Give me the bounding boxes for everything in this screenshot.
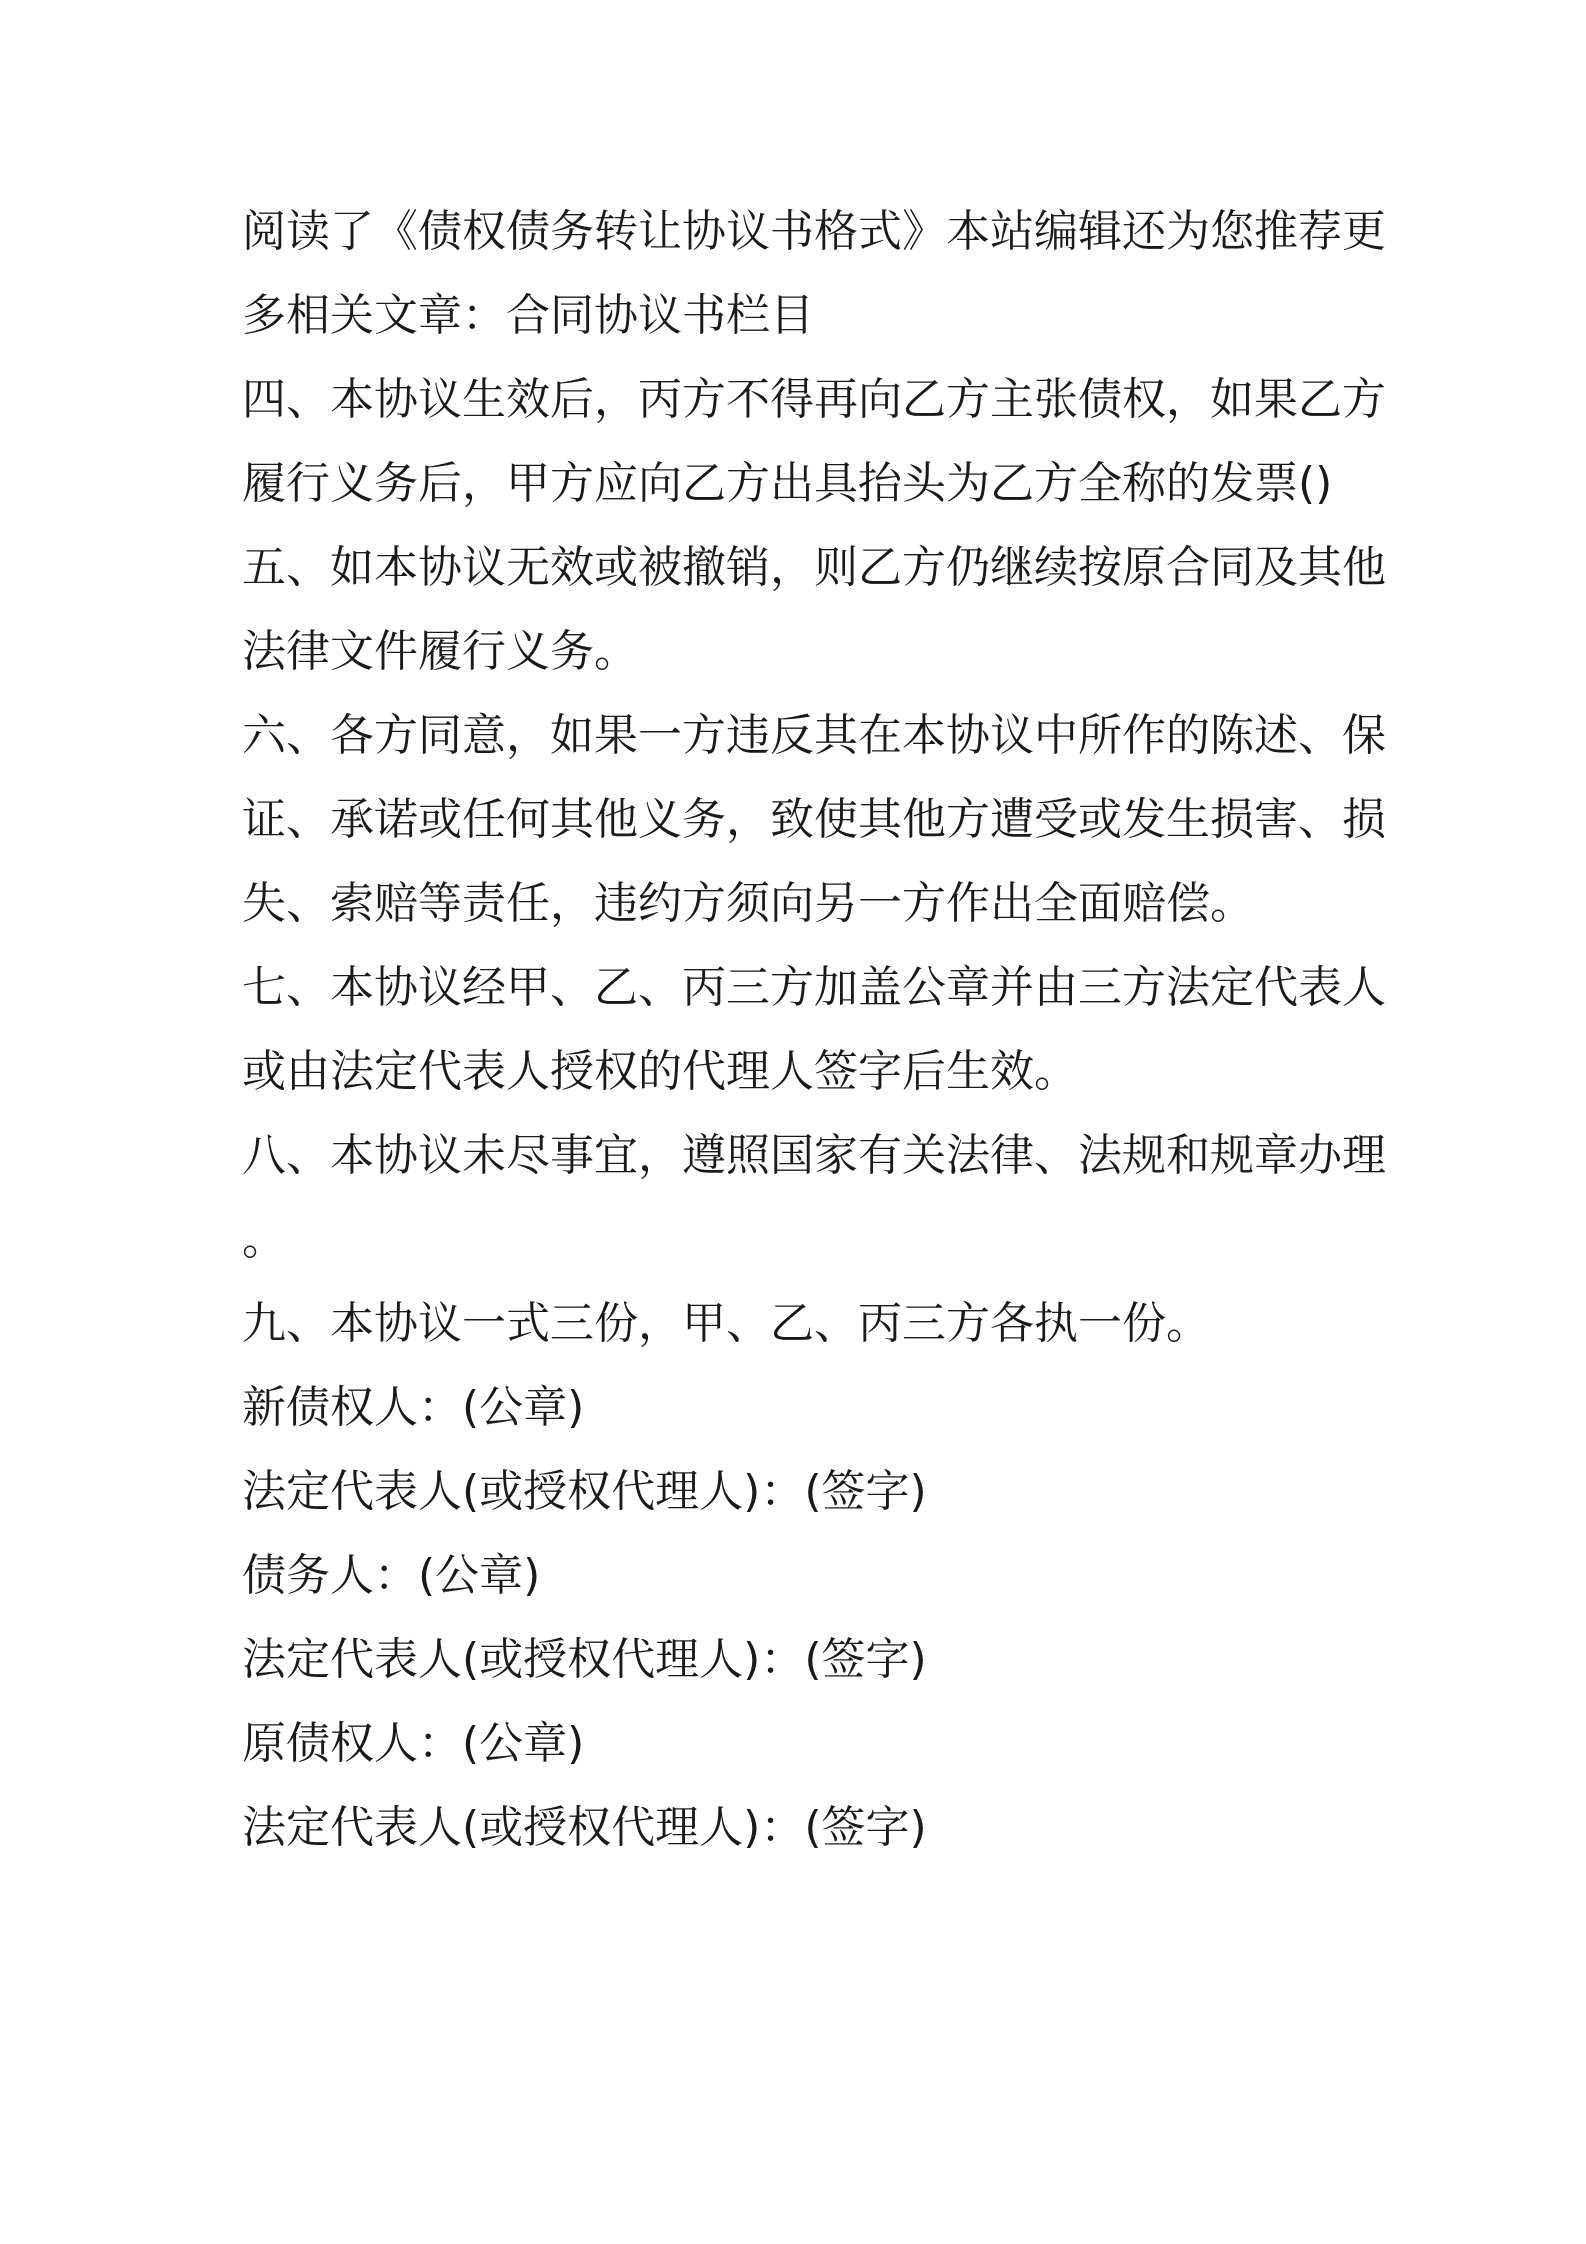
- legal-rep-signature-line: 法定代表人(或授权代理人)：(签字): [242, 1802, 927, 1853]
- clause-6-line: 证、承诺或任何其他义务，致使其他方遭受或发生损害、损: [242, 794, 1386, 845]
- document-body: [242, 190, 1386, 1870]
- legal-rep-signature-line: 法定代表人(或授权代理人)：(签字): [242, 1634, 927, 1685]
- clause-7-line: 或由法定代表人授权的代理人签字后生效。: [242, 1046, 1078, 1097]
- new-creditor-seal-line: 新债权人：(公章): [242, 1382, 585, 1433]
- clause-4-line: 四、本协议生效后，丙方不得再向乙方主张债权，如果乙方: [242, 374, 1386, 425]
- clause-6-line: 失、索赔等责任，违约方须向另一方作出全面赔偿。: [242, 878, 1254, 929]
- clause-8-line: 。: [242, 1214, 286, 1265]
- legal-rep-signature-line: 法定代表人(或授权代理人)：(签字): [242, 1466, 927, 1517]
- clause-8-line: 八、本协议未尽事宜，遵照国家有关法律、法规和规章办理: [242, 1130, 1386, 1181]
- clause-5-line: 五、如本协议无效或被撤销，则乙方仍继续按原合同及其他: [242, 542, 1386, 593]
- text-line: 阅读了《债权债务转让协议书格式》本站编辑还为您推荐更: [242, 206, 1386, 257]
- clause-7-line: 七、本协议经甲、乙、丙三方加盖公章并由三方法定代表人: [242, 962, 1386, 1013]
- clause-9-line: 九、本协议一式三份，甲、乙、丙三方各执一份。: [242, 1298, 1210, 1349]
- clause-5-line: 法律文件履行义务。: [242, 626, 638, 677]
- original-creditor-seal-line: 原债权人：(公章): [242, 1718, 585, 1769]
- text-line: 多相关文章：合同协议书栏目: [242, 290, 814, 341]
- debtor-seal-line: 债务人：(公章): [242, 1550, 541, 1601]
- clause-4-line: 履行义务后，甲方应向乙方出具抬头为乙方全称的发票(): [242, 458, 1333, 509]
- clause-6-line: 六、各方同意，如果一方违反其在本协议中所作的陈述、保: [242, 710, 1386, 761]
